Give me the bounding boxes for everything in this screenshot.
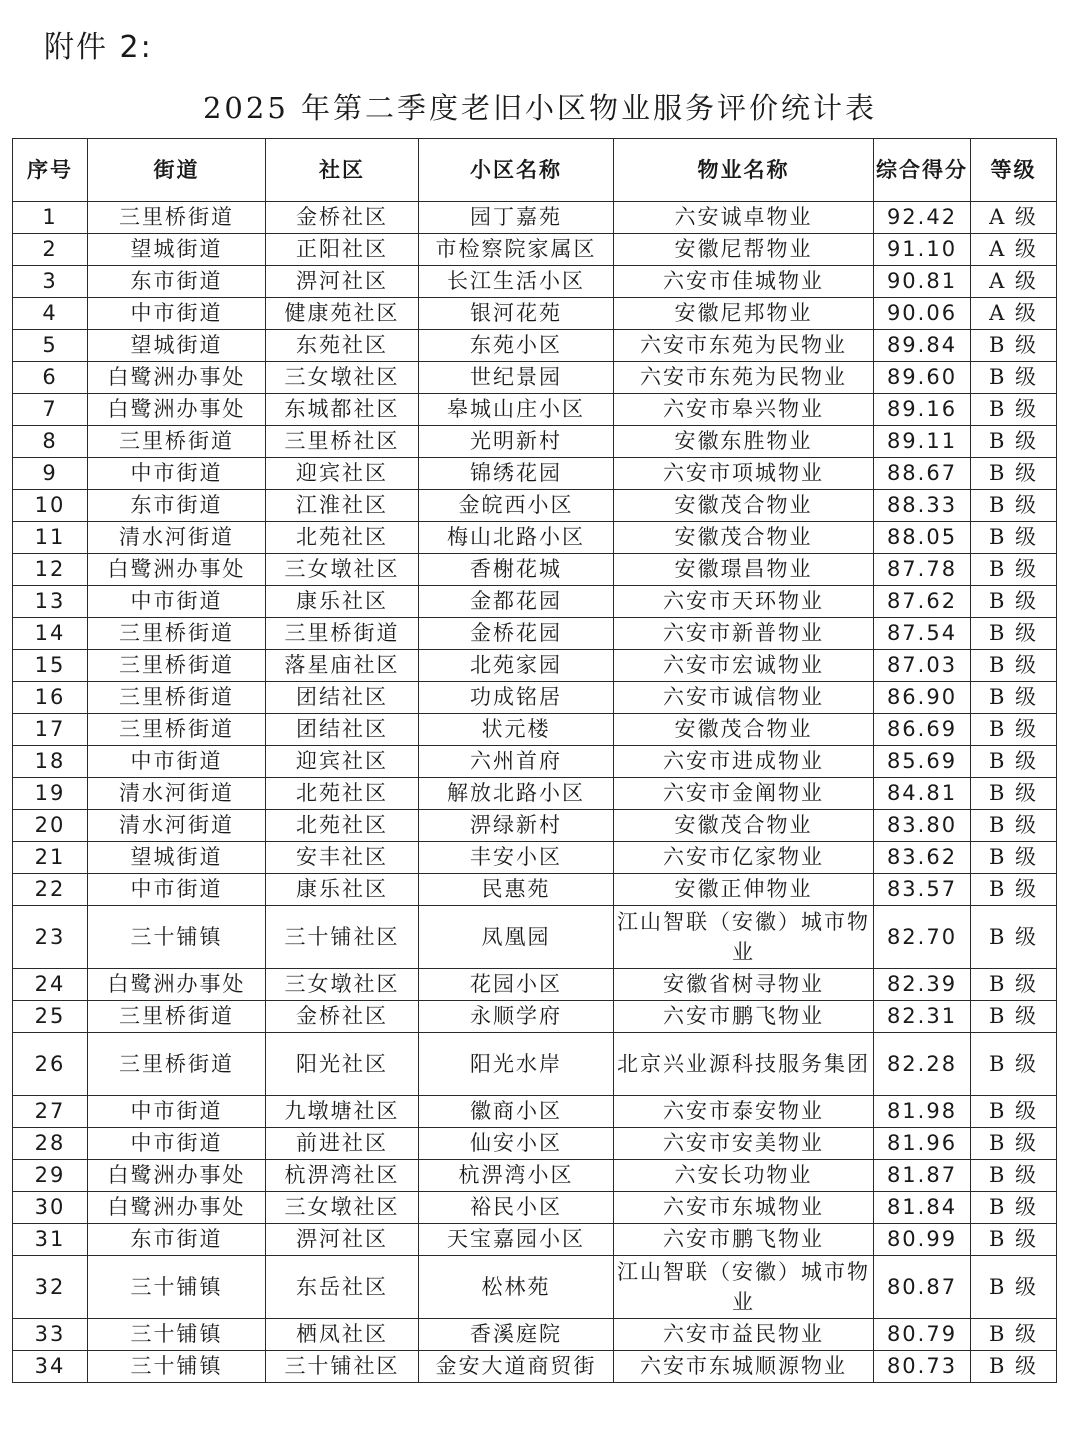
cell-index: 2 [13, 234, 88, 266]
table-row [13, 522, 1057, 554]
cell-grade: B 级 [971, 778, 1057, 810]
cell-street: 三里桥街道 [88, 1001, 266, 1033]
cell-index: 21 [13, 842, 88, 874]
cell-community: 东苑社区 [266, 330, 419, 362]
cell-index: 13 [13, 586, 88, 618]
cell-property-company: 六安市鹏飞物业 [614, 1224, 874, 1256]
cell-grade: B 级 [971, 906, 1057, 969]
cell-street: 三里桥街道 [88, 618, 266, 650]
cell-street: 中市街道 [88, 1096, 266, 1128]
cell-street: 三十铺镇 [88, 1319, 266, 1351]
cell-community: 落星庙社区 [266, 650, 419, 682]
cell-community: 正阳社区 [266, 234, 419, 266]
cell-index: 17 [13, 714, 88, 746]
cell-community: 三女墩社区 [266, 969, 419, 1001]
cell-property-company: 安徽茂合物业 [614, 714, 874, 746]
cell-estate: 金都花园 [419, 586, 614, 618]
cell-estate: 徽商小区 [419, 1096, 614, 1128]
cell-property-company: 六安市佳城物业 [614, 266, 874, 298]
cell-estate: 东苑小区 [419, 330, 614, 362]
cell-property-company: 六安市安美物业 [614, 1128, 874, 1160]
cell-property-company: 安徽东胜物业 [614, 426, 874, 458]
cell-property-company: 安徽茂合物业 [614, 810, 874, 842]
cell-index: 32 [13, 1256, 88, 1319]
cell-property-company: 六安市宏诚物业 [614, 650, 874, 682]
cell-index: 16 [13, 682, 88, 714]
cell-grade: B 级 [971, 554, 1057, 586]
attachment-label: 附件 2: [44, 30, 153, 65]
cell-score: 84.81 [874, 778, 971, 810]
evaluation-table [12, 138, 1057, 1383]
table-row [13, 1224, 1057, 1256]
cell-community: 杭淠湾社区 [266, 1160, 419, 1192]
cell-index: 29 [13, 1160, 88, 1192]
cell-grade: B 级 [971, 1001, 1057, 1033]
cell-community: 三十铺社区 [266, 1351, 419, 1383]
cell-street: 三里桥街道 [88, 1033, 266, 1096]
cell-estate: 解放北路小区 [419, 778, 614, 810]
cell-index: 8 [13, 426, 88, 458]
cell-index: 18 [13, 746, 88, 778]
table-row [13, 1096, 1057, 1128]
cell-property-company: 六安市项城物业 [614, 458, 874, 490]
cell-street: 三十铺镇 [88, 1256, 266, 1319]
cell-community: 三里桥街道 [266, 618, 419, 650]
cell-grade: A 级 [971, 298, 1057, 330]
cell-estate: 世纪景园 [419, 362, 614, 394]
cell-grade: B 级 [971, 330, 1057, 362]
cell-grade: B 级 [971, 1033, 1057, 1096]
cell-index: 6 [13, 362, 88, 394]
cell-grade: B 级 [971, 426, 1057, 458]
cell-street: 三里桥街道 [88, 650, 266, 682]
cell-index: 34 [13, 1351, 88, 1383]
cell-score: 88.05 [874, 522, 971, 554]
cell-grade: B 级 [971, 1319, 1057, 1351]
cell-street: 三里桥街道 [88, 202, 266, 234]
cell-community: 阳光社区 [266, 1033, 419, 1096]
cell-street: 东市街道 [88, 1224, 266, 1256]
table-row [13, 1256, 1057, 1319]
cell-property-company: 安徽璟昌物业 [614, 554, 874, 586]
cell-index: 30 [13, 1192, 88, 1224]
cell-score: 82.31 [874, 1001, 971, 1033]
cell-estate: 皋城山庄小区 [419, 394, 614, 426]
cell-index: 22 [13, 874, 88, 906]
cell-grade: B 级 [971, 842, 1057, 874]
cell-score: 87.54 [874, 618, 971, 650]
header-score: 综合得分 [874, 139, 971, 202]
cell-index: 1 [13, 202, 88, 234]
cell-street: 望城街道 [88, 842, 266, 874]
cell-estate: 长江生活小区 [419, 266, 614, 298]
cell-grade: B 级 [971, 650, 1057, 682]
cell-street: 清水河街道 [88, 778, 266, 810]
table-row [13, 618, 1057, 650]
cell-estate: 状元楼 [419, 714, 614, 746]
table-row [13, 1033, 1057, 1096]
cell-community: 北苑社区 [266, 810, 419, 842]
cell-score: 82.70 [874, 906, 971, 969]
cell-grade: B 级 [971, 682, 1057, 714]
cell-grade: B 级 [971, 362, 1057, 394]
cell-score: 89.11 [874, 426, 971, 458]
cell-property-company: 六安市泰安物业 [614, 1096, 874, 1128]
cell-index: 11 [13, 522, 88, 554]
table-row [13, 1001, 1057, 1033]
cell-score: 82.28 [874, 1033, 971, 1096]
cell-estate: 六州首府 [419, 746, 614, 778]
cell-street: 中市街道 [88, 746, 266, 778]
cell-property-company: 江山智联（安徽）城市物业 [614, 1256, 874, 1319]
cell-street: 三里桥街道 [88, 682, 266, 714]
cell-property-company: 六安市东苑为民物业 [614, 330, 874, 362]
cell-index: 23 [13, 906, 88, 969]
cell-estate: 阳光水岸 [419, 1033, 614, 1096]
cell-community: 三女墩社区 [266, 362, 419, 394]
cell-property-company: 安徽正伸物业 [614, 874, 874, 906]
table-row [13, 650, 1057, 682]
cell-community: 九墩塘社区 [266, 1096, 419, 1128]
cell-property-company: 六安市东苑为民物业 [614, 362, 874, 394]
cell-score: 81.87 [874, 1160, 971, 1192]
cell-property-company: 六安市益民物业 [614, 1319, 874, 1351]
cell-score: 91.10 [874, 234, 971, 266]
cell-property-company: 江山智联（安徽）城市物业 [614, 906, 874, 969]
cell-score: 85.69 [874, 746, 971, 778]
cell-property-company: 六安诚卓物业 [614, 202, 874, 234]
cell-estate: 光明新村 [419, 426, 614, 458]
cell-grade: B 级 [971, 1192, 1057, 1224]
cell-score: 83.62 [874, 842, 971, 874]
cell-grade: B 级 [971, 1128, 1057, 1160]
cell-index: 26 [13, 1033, 88, 1096]
cell-property-company: 六安市新普物业 [614, 618, 874, 650]
cell-community: 北苑社区 [266, 778, 419, 810]
cell-street: 白鹭洲办事处 [88, 554, 266, 586]
cell-score: 80.79 [874, 1319, 971, 1351]
table-row [13, 362, 1057, 394]
cell-estate: 花园小区 [419, 969, 614, 1001]
cell-score: 86.90 [874, 682, 971, 714]
cell-score: 80.73 [874, 1351, 971, 1383]
cell-grade: B 级 [971, 969, 1057, 1001]
table-row [13, 426, 1057, 458]
cell-estate: 丰安小区 [419, 842, 614, 874]
cell-estate: 北苑家园 [419, 650, 614, 682]
cell-grade: B 级 [971, 746, 1057, 778]
cell-estate: 金桥花园 [419, 618, 614, 650]
cell-street: 三十铺镇 [88, 906, 266, 969]
cell-estate: 梅山北路小区 [419, 522, 614, 554]
table-row [13, 394, 1057, 426]
table-row [13, 746, 1057, 778]
cell-property-company: 安徽茂合物业 [614, 490, 874, 522]
cell-grade: A 级 [971, 266, 1057, 298]
cell-score: 80.99 [874, 1224, 971, 1256]
cell-community: 东城都社区 [266, 394, 419, 426]
cell-street: 东市街道 [88, 266, 266, 298]
cell-community: 北苑社区 [266, 522, 419, 554]
cell-index: 12 [13, 554, 88, 586]
cell-community: 三女墩社区 [266, 1192, 419, 1224]
cell-score: 83.57 [874, 874, 971, 906]
cell-score: 89.16 [874, 394, 971, 426]
cell-grade: B 级 [971, 810, 1057, 842]
cell-index: 25 [13, 1001, 88, 1033]
cell-index: 4 [13, 298, 88, 330]
cell-community: 金桥社区 [266, 1001, 419, 1033]
cell-community: 三里桥社区 [266, 426, 419, 458]
table-row [13, 1351, 1057, 1383]
cell-estate: 仙安小区 [419, 1128, 614, 1160]
cell-score: 90.06 [874, 298, 971, 330]
cell-community: 迎宾社区 [266, 746, 419, 778]
cell-index: 28 [13, 1128, 88, 1160]
cell-estate: 香榭花城 [419, 554, 614, 586]
table-row [13, 969, 1057, 1001]
cell-street: 中市街道 [88, 586, 266, 618]
cell-score: 92.42 [874, 202, 971, 234]
cell-community: 淠河社区 [266, 1224, 419, 1256]
header-estate: 小区名称 [419, 139, 614, 202]
header-street: 街道 [88, 139, 266, 202]
cell-community: 东岳社区 [266, 1256, 419, 1319]
table-row [13, 554, 1057, 586]
cell-street: 中市街道 [88, 1128, 266, 1160]
cell-community: 团结社区 [266, 682, 419, 714]
cell-estate: 金安大道商贸街 [419, 1351, 614, 1383]
cell-estate: 杭淠湾小区 [419, 1160, 614, 1192]
cell-property-company: 六安市金阐物业 [614, 778, 874, 810]
cell-grade: A 级 [971, 202, 1057, 234]
cell-index: 20 [13, 810, 88, 842]
cell-score: 89.84 [874, 330, 971, 362]
cell-score: 81.98 [874, 1096, 971, 1128]
table-row [13, 202, 1057, 234]
cell-street: 白鹭洲办事处 [88, 1192, 266, 1224]
cell-street: 白鹭洲办事处 [88, 969, 266, 1001]
cell-street: 白鹭洲办事处 [88, 362, 266, 394]
cell-index: 3 [13, 266, 88, 298]
table-row [13, 1192, 1057, 1224]
cell-score: 81.96 [874, 1128, 971, 1160]
cell-index: 33 [13, 1319, 88, 1351]
cell-score: 87.62 [874, 586, 971, 618]
table-row [13, 234, 1057, 266]
cell-score: 88.67 [874, 458, 971, 490]
cell-index: 15 [13, 650, 88, 682]
header-index: 序号 [13, 139, 88, 202]
cell-property-company: 六安市东城物业 [614, 1192, 874, 1224]
cell-score: 90.81 [874, 266, 971, 298]
cell-estate: 锦绣花园 [419, 458, 614, 490]
cell-grade: B 级 [971, 1256, 1057, 1319]
cell-score: 86.69 [874, 714, 971, 746]
table-row [13, 1160, 1057, 1192]
page-title: 2025 年第二季度老旧小区物业服务评价统计表 [202, 91, 878, 125]
table-row [13, 778, 1057, 810]
cell-property-company: 六安市皋兴物业 [614, 394, 874, 426]
cell-score: 89.60 [874, 362, 971, 394]
cell-index: 24 [13, 969, 88, 1001]
cell-score: 83.80 [874, 810, 971, 842]
cell-estate: 天宝嘉园小区 [419, 1224, 614, 1256]
cell-property-company: 安徽省树寻物业 [614, 969, 874, 1001]
cell-score: 82.39 [874, 969, 971, 1001]
cell-estate: 凤凰园 [419, 906, 614, 969]
cell-community: 江淮社区 [266, 490, 419, 522]
cell-community: 三女墩社区 [266, 554, 419, 586]
cell-grade: B 级 [971, 1351, 1057, 1383]
cell-community: 康乐社区 [266, 874, 419, 906]
cell-street: 清水河街道 [88, 522, 266, 554]
cell-score: 81.84 [874, 1192, 971, 1224]
cell-property-company: 安徽尼帮物业 [614, 234, 874, 266]
cell-grade: B 级 [971, 1160, 1057, 1192]
table-row [13, 458, 1057, 490]
cell-community: 金桥社区 [266, 202, 419, 234]
cell-street: 中市街道 [88, 458, 266, 490]
cell-property-company: 六安市进成物业 [614, 746, 874, 778]
cell-grade: B 级 [971, 618, 1057, 650]
cell-score: 80.87 [874, 1256, 971, 1319]
cell-grade: B 级 [971, 490, 1057, 522]
table-row [13, 266, 1057, 298]
cell-score: 88.33 [874, 490, 971, 522]
cell-estate: 功成铭居 [419, 682, 614, 714]
cell-street: 白鹭洲办事处 [88, 1160, 266, 1192]
cell-property-company: 六安市东城顺源物业 [614, 1351, 874, 1383]
cell-index: 31 [13, 1224, 88, 1256]
cell-grade: A 级 [971, 234, 1057, 266]
cell-index: 7 [13, 394, 88, 426]
cell-grade: B 级 [971, 522, 1057, 554]
cell-street: 三里桥街道 [88, 714, 266, 746]
cell-street: 清水河街道 [88, 810, 266, 842]
cell-community: 前进社区 [266, 1128, 419, 1160]
cell-property-company: 六安长功物业 [614, 1160, 874, 1192]
cell-index: 19 [13, 778, 88, 810]
table-row [13, 906, 1057, 969]
cell-community: 三十铺社区 [266, 906, 419, 969]
cell-community: 淠河社区 [266, 266, 419, 298]
cell-index: 14 [13, 618, 88, 650]
cell-estate: 金皖西小区 [419, 490, 614, 522]
table-row [13, 842, 1057, 874]
cell-grade: B 级 [971, 1224, 1057, 1256]
table-header-row [13, 139, 1057, 202]
cell-index: 9 [13, 458, 88, 490]
table-row [13, 490, 1057, 522]
cell-estate: 民惠苑 [419, 874, 614, 906]
cell-street: 三十铺镇 [88, 1351, 266, 1383]
cell-index: 10 [13, 490, 88, 522]
cell-grade: B 级 [971, 394, 1057, 426]
cell-score: 87.78 [874, 554, 971, 586]
cell-grade: B 级 [971, 874, 1057, 906]
table-body [13, 202, 1057, 1383]
cell-property-company: 北京兴业源科技服务集团 [614, 1033, 874, 1096]
cell-grade: B 级 [971, 1096, 1057, 1128]
cell-property-company: 六安市天环物业 [614, 586, 874, 618]
cell-grade: B 级 [971, 458, 1057, 490]
cell-community: 健康苑社区 [266, 298, 419, 330]
table-row [13, 714, 1057, 746]
header-community: 社区 [266, 139, 419, 202]
cell-community: 团结社区 [266, 714, 419, 746]
cell-street: 望城街道 [88, 330, 266, 362]
cell-street: 白鹭洲办事处 [88, 394, 266, 426]
cell-property-company: 安徽茂合物业 [614, 522, 874, 554]
table-row [13, 810, 1057, 842]
cell-property-company: 安徽尼邦物业 [614, 298, 874, 330]
cell-street: 望城街道 [88, 234, 266, 266]
table-row [13, 1319, 1057, 1351]
cell-community: 栖凤社区 [266, 1319, 419, 1351]
cell-street: 东市街道 [88, 490, 266, 522]
cell-estate: 香溪庭院 [419, 1319, 614, 1351]
cell-street: 中市街道 [88, 298, 266, 330]
cell-grade: B 级 [971, 714, 1057, 746]
cell-estate: 园丁嘉苑 [419, 202, 614, 234]
cell-score: 87.03 [874, 650, 971, 682]
cell-property-company: 六安市亿家物业 [614, 842, 874, 874]
cell-index: 27 [13, 1096, 88, 1128]
cell-community: 康乐社区 [266, 586, 419, 618]
table-row [13, 330, 1057, 362]
cell-estate: 松林苑 [419, 1256, 614, 1319]
cell-estate: 裕民小区 [419, 1192, 614, 1224]
cell-property-company: 六安市鹏飞物业 [614, 1001, 874, 1033]
table-row [13, 874, 1057, 906]
cell-community: 迎宾社区 [266, 458, 419, 490]
cell-street: 中市街道 [88, 874, 266, 906]
cell-street: 三里桥街道 [88, 426, 266, 458]
header-grade: 等级 [971, 139, 1057, 202]
table-row [13, 1128, 1057, 1160]
cell-estate: 淠绿新村 [419, 810, 614, 842]
cell-grade: B 级 [971, 586, 1057, 618]
header-property-company: 物业名称 [614, 139, 874, 202]
table-row [13, 586, 1057, 618]
cell-property-company: 六安市诚信物业 [614, 682, 874, 714]
cell-estate: 市检察院家属区 [419, 234, 614, 266]
cell-estate: 永顺学府 [419, 1001, 614, 1033]
table-row [13, 682, 1057, 714]
table-row [13, 298, 1057, 330]
cell-estate: 银河花苑 [419, 298, 614, 330]
cell-index: 5 [13, 330, 88, 362]
cell-community: 安丰社区 [266, 842, 419, 874]
